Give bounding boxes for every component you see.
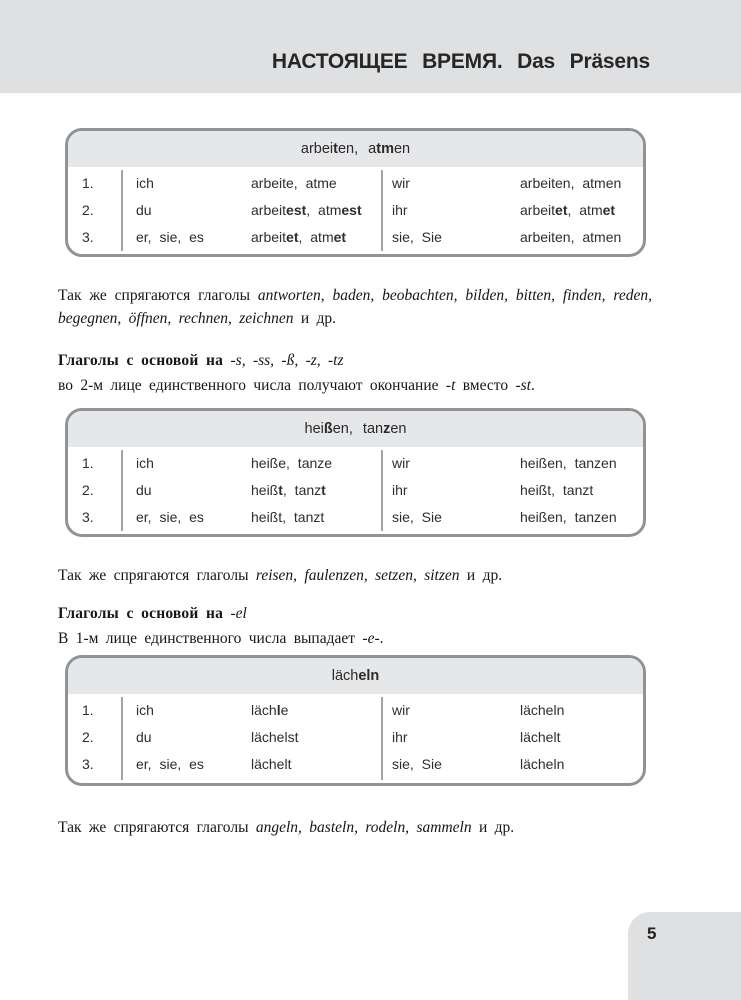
verb-form-cell: heiße, tanze xyxy=(251,454,333,471)
pronoun-cell: ihr xyxy=(392,481,408,498)
verb-form-cell: lächelt xyxy=(251,755,292,772)
pronoun-cell: ihr xyxy=(392,201,408,218)
conjugation-table-heissen-tanzen xyxy=(65,408,646,537)
verb-form-cell: lächelst xyxy=(251,728,299,745)
column-divider xyxy=(381,450,383,531)
rule-body: во 2-м лице единственного числа получают окончание -t вместо -st. xyxy=(58,377,535,394)
page-number: 5 xyxy=(647,924,657,943)
table-body xyxy=(68,447,643,534)
rule-title: Глаголы с основой на -s, -ss, -ß, -z, -tz xyxy=(58,352,344,369)
note-similar-verbs-3: Так же спрягаются глаголы angeln, basteln, rodeln, sammeln и др. xyxy=(58,819,515,836)
row-number: 3. xyxy=(82,228,94,245)
pronoun-cell: ihr xyxy=(392,728,408,745)
column-divider xyxy=(121,697,123,780)
verb-form-cell: arbeit est , atm est xyxy=(251,201,362,218)
verb-form-cell: lächeln xyxy=(520,701,565,718)
table-header: läch eln xyxy=(68,658,643,694)
column-divider xyxy=(381,697,383,780)
column-divider xyxy=(121,450,123,531)
verb-form-cell: lächeln xyxy=(520,755,565,772)
row-number: 2. xyxy=(82,728,94,745)
verb-form-cell: heißt, tanzt xyxy=(251,508,325,525)
conjugation-table-arbeiten-atmen xyxy=(65,128,646,257)
verb-form-cell: heißen, tanzen xyxy=(520,508,617,525)
rule-s-stems xyxy=(58,348,652,398)
row-number: 2. xyxy=(82,481,94,498)
row-number: 2. xyxy=(82,201,94,218)
pronoun-cell: er, sie, es xyxy=(136,508,204,525)
note-similar-verbs-2: Так же спрягаются глаголы reisen, faulenzen, setzen, sitzen и др. xyxy=(58,567,503,584)
pronoun-cell: ich xyxy=(136,174,154,191)
verb-form-cell: arbeit et , atm et xyxy=(520,201,616,218)
verb-form-cell: arbeit et , atm et xyxy=(251,228,347,245)
pronoun-cell: du xyxy=(136,728,152,745)
pronoun-cell: du xyxy=(136,481,152,498)
verb-form-cell: arbeite, atme xyxy=(251,174,337,191)
table-body xyxy=(68,167,643,254)
title-band xyxy=(0,0,741,93)
pronoun-cell: er, sie, es xyxy=(136,228,204,245)
pronoun-cell: sie, Sie xyxy=(392,508,442,525)
pronoun-cell: ich xyxy=(136,701,154,718)
pronoun-cell: du xyxy=(136,201,152,218)
column-divider xyxy=(381,170,383,251)
row-number: 3. xyxy=(82,755,94,772)
note-similar-verbs-1: Так же спрягаются глаголы antworten, baden, beobachten, bilden, bitten, finden, reden, begegnen, öffnen, rechnen, zeichnen и др. xyxy=(58,287,653,327)
table-header: arbei t en, a tm en xyxy=(68,131,643,167)
pronoun-cell: sie, Sie xyxy=(392,755,442,772)
pronoun-cell: wir xyxy=(392,174,410,191)
pronoun-cell: sie, Sie xyxy=(392,228,442,245)
rule-title: Глаголы с основой на -el xyxy=(58,605,247,622)
verb-form-cell: heißt, tanzt xyxy=(520,481,594,498)
verb-form-cell: lächelt xyxy=(520,728,561,745)
pronoun-cell: ich xyxy=(136,454,154,471)
verb-form-cell: heißen, tanzen xyxy=(520,454,617,471)
pronoun-cell: wir xyxy=(392,454,410,471)
rule-body: В 1-м лице единственного числа выпадает -e-. xyxy=(58,630,384,647)
page-number-tab xyxy=(628,912,741,1000)
page-title: НАСТОЯЩЕЕ ВРЕМЯ. Das Präsens xyxy=(271,50,650,73)
verb-form-cell: läch l e xyxy=(251,701,289,718)
table-body xyxy=(68,694,643,781)
verb-form-cell: heiß t , tanz t xyxy=(251,481,326,498)
verb-form-cell: arbeiten, atmen xyxy=(520,228,622,245)
table-header: hei ß en, tan z en xyxy=(68,411,643,447)
row-number: 3. xyxy=(82,508,94,525)
verb-form-cell: arbeiten, atmen xyxy=(520,174,622,191)
pronoun-cell: wir xyxy=(392,701,410,718)
row-number: 1. xyxy=(82,454,94,471)
column-divider xyxy=(121,170,123,251)
conjugation-table-laecheln xyxy=(65,655,646,786)
pronoun-cell: er, sie, es xyxy=(136,755,204,772)
rule-el-stems xyxy=(58,601,652,651)
row-number: 1. xyxy=(82,701,94,718)
row-number: 1. xyxy=(82,174,94,191)
